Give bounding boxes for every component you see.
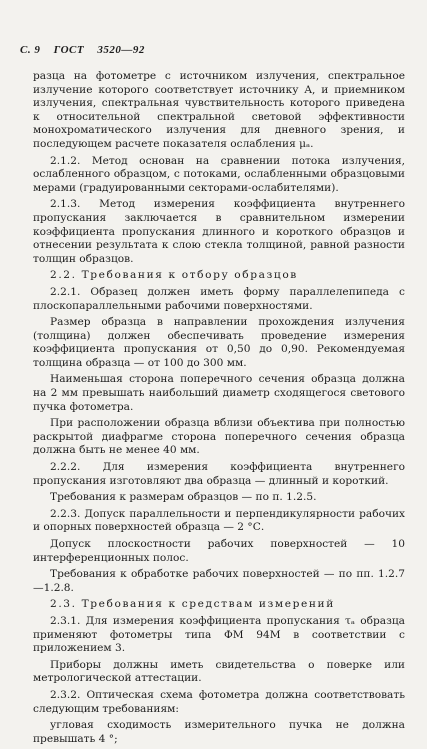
section-heading-2-2: 2.2. Требования к отбору образцов: [50, 269, 298, 282]
paragraph-flatness: Допуск плоскостности рабочих поверхностей — 10 интерференционных полос.: [33, 538, 405, 564]
paragraph-cross-section: Наименьшая сторона поперечного сечения образца должна на 2 мм превышать наибольший диаметр сходящегося светового пучка фотометра.: [33, 373, 405, 413]
paragraph-certification: Приборы должны иметь свидетельства о поверке или метрологической аттестации.: [33, 658, 405, 685]
paragraph-beam-convergence: угловая сходимость измерительного пучка не должна превышать 4 °;: [33, 719, 405, 745]
paragraph-surface-processing: Требования к обработке рабочих поверхностей — по пп. 1.2.7—1.2.8.: [33, 568, 405, 594]
paragraph-continuation: разца на фотометре с источником излучения, спектральное излучение которого соответствует источнику A, и приемником излучения, спектральная чувствительность которого приведена к относительной спектральной световой эффективности монохроматического излучения для дневного зрения, и последующем расчете показателя ослабления μₐ.: [33, 70, 405, 150]
paragraph-2-3-1: 2.3.1. Для измерения коэффициента пропускания τₐ образца применяют фотометры типа ФМ 94М в соответствии с приложением 3.: [33, 614, 405, 655]
paragraph-2-3-2: 2.3.2. Оптическая схема фотометра должна соответствовать следующим требованиям:: [33, 688, 405, 715]
standard-name: ГОСТ: [53, 44, 85, 56]
paragraph-2-2-1: 2.2.1. Образец должен иметь форму параллелепипеда с плоскопараллельными рабочими поверхностями.: [33, 285, 405, 312]
paragraph-size-requirements: Требования к размерам образцов — по п. 1.2.5.: [50, 491, 317, 504]
paragraph-2-2-2: 2.2.2. Для измерения коэффициента внутреннего пропускания изготовляют два образца — длинный и короткий.: [33, 461, 405, 487]
document-body: [33, 70, 405, 749]
page-header: [20, 44, 155, 56]
paragraph-objective: При расположении образца вблизи объектива при полностью раскрытой диафрагме сторона поперечного сечения образца должна быть не менее 40 мм.: [33, 417, 405, 457]
paragraph-2-1-2: 2.1.2. Метод основан на сравнении потока излучения, ослабленного образцом, с потоками, ослабленными образцовыми мерами (градуированными секторами-ослабителями).: [33, 154, 405, 194]
paragraph-2-2-3: 2.2.3. Допуск параллельности и перпендикулярности рабочих и опорных поверхностей образца — 2 °С.: [33, 507, 405, 534]
section-heading-2-3: 2.3. Требования к средствам измерений: [50, 598, 335, 611]
paragraph-2-1-3: 2.1.3. Метод измерения коэффициента внутреннего пропускания заключается в сравнительном измерении коэффициента пропускания длинного и короткого образцов и отнесении результата к слою стекла толщиной, равной разности толщин образцов.: [33, 198, 405, 265]
standard-number: 3520—92: [97, 44, 145, 56]
paragraph-sample-size: Размер образца в направлении прохождения излучения (толщина) должен обеспечивать проведение измерения коэффициента пропускания от 0,50 до 0,90. Рекомендуемая толщина образца — от 100 до 300 мм.: [33, 316, 405, 369]
page-number: С. 9: [20, 44, 41, 56]
